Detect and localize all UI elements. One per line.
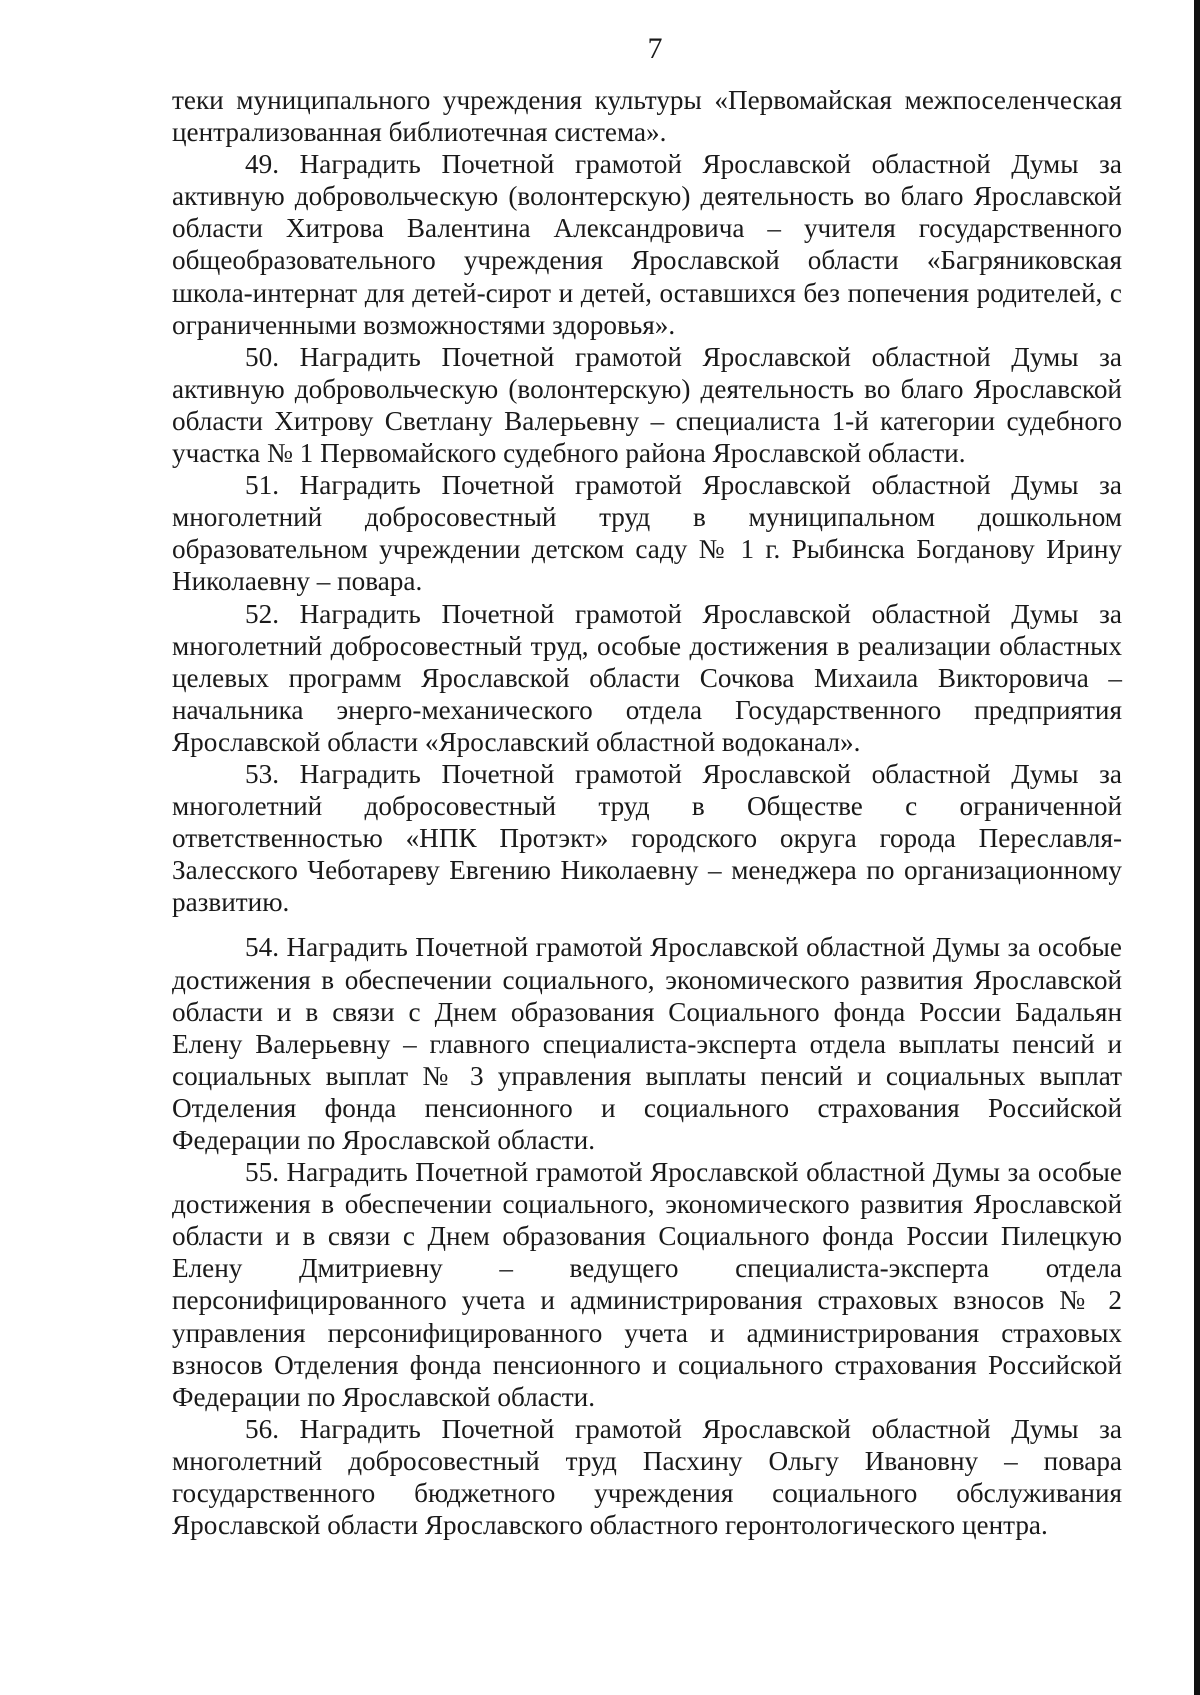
document-body [172, 84, 1122, 1541]
scan-edge-shadow [1194, 0, 1200, 1695]
paragraph-item-55: 55. Наградить Почетной грамотой Ярославской областной Думы за особые достижения в обеспечении социального, экономического развития Ярославской области и в связи с Днем образования Социального фонда России Пилецкую Елену Дмитриевну – ведущего специалиста-эксперта отдела персонифицированного учета и администрирования страховых взносов № 2 управления персонифицированного учета и администрирования страховых взносов Отделения фонда пенсионного и социального страхования Российской Федерации по Ярославской области. [172, 1157, 1122, 1412]
page-number: 7 [647, 32, 663, 65]
paragraph-item-49: 49. Наградить Почетной грамотой Ярославской областной Думы за активную добровольческую (волонтерскую) деятельность во благо Ярославской области Хитрова Валентина Александровича – учителя государственного общеобразовательного учреждения Ярославской области «Багряниковская школа-интернат для детей-сирот и детей, оставшихся без попечения родителей, с ограниченными возможностями здоровья». [172, 149, 1122, 340]
paragraph-item-50: 50. Наградить Почетной грамотой Ярославской областной Думы за активную добровольческую (волонтерскую) деятельность во благо Ярославской области Хитрову Светлану Валерьевну – специалиста 1-й категории судебного участка № 1 Первомайского судебного района Ярославской области. [172, 341, 1122, 469]
paragraph-continuation: теки муниципального учреждения культуры «Первомайская межпоселенческая централизованная библиотечная система». [172, 85, 1122, 148]
paragraph-item-53: 53. Наградить Почетной грамотой Ярославской областной Думы за многолетний добросовестный труд в Обществе с ограниченной ответственностью «НПК Протэкт» городского округа города Переславля-Залесского Чеботареву Евгению Николаевну – менеджера по организационному развитию. [172, 758, 1122, 918]
paragraph-item-56: 56. Наградить Почетной грамотой Ярославской областной Думы за многолетний добросовестный труд Пасхину Ольгу Ивановну – повара государственного бюджетного учреждения социального обслуживания Ярославской области Ярославского областного геронтологического центра. [172, 1413, 1122, 1541]
paragraph-item-52: 52. Наградить Почетной грамотой Ярославской областной Думы за многолетний добросовестный труд, особые достижения в реализации областных целевых программ Ярославской области Сочкова Михаила Викторовича – начальника энерго-механического отдела Государственного предприятия Ярославской области «Ярославский областной водоканал». [172, 598, 1122, 757]
paragraph-item-54: 54. Наградить Почетной грамотой Ярославской областной Думы за особые достижения в обеспечении социального, экономического развития Ярославской области и в связи с Днем образования Социального фонда России Бадальян Елену Валерьевну – главного специалиста-эксперта отдела выплаты пенсий и социальных выплат № 3 управления выплаты пенсий и социальных выплат Отделения фонда пенсионного и социального страхования Российской Федерации по Ярославской области. [172, 932, 1122, 1155]
paragraph-item-51: 51. Наградить Почетной грамотой Ярославской областной Думы за многолетний добросовестный труд в муниципальном дошкольном образовательном учреждении детском саду № 1 г. Рыбинска Богданову Ирину Николаевну – повара. [172, 470, 1122, 597]
